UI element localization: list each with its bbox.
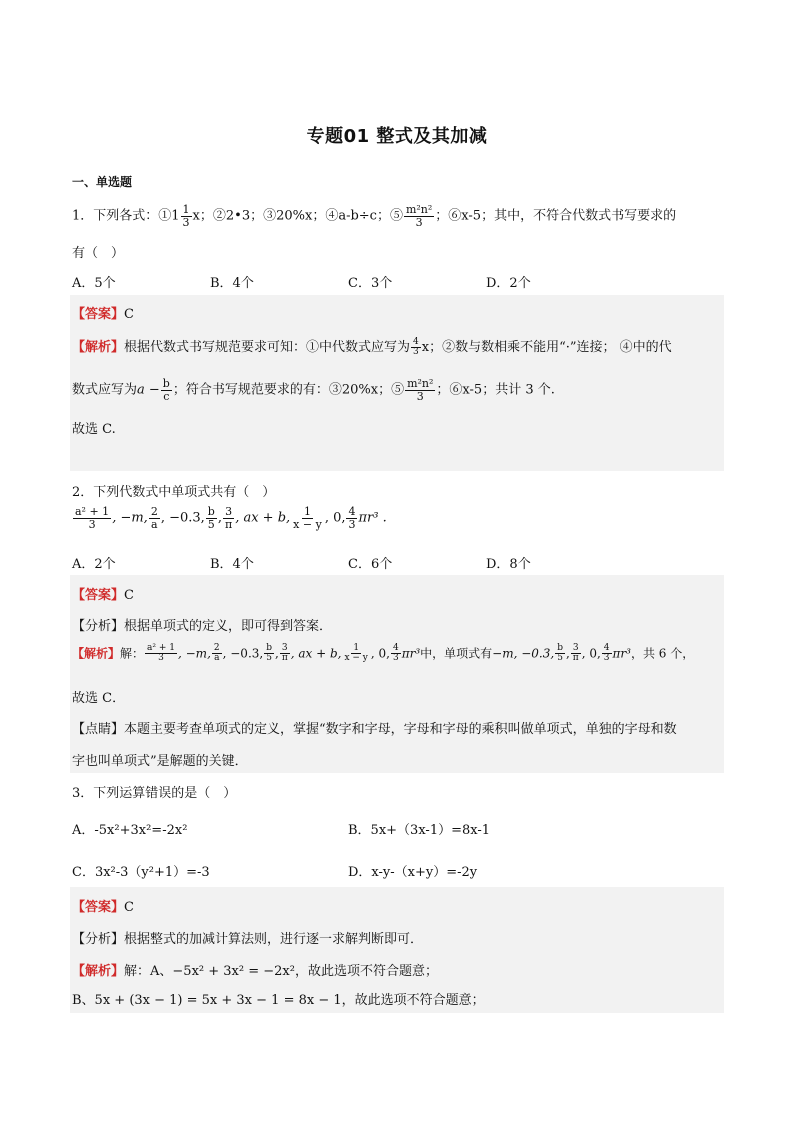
q2-expr-frac-1-den: 3	[88, 517, 96, 531]
q1-fraction-2-den: 3	[415, 215, 423, 229]
q2-expr-text-c: ,	[217, 510, 222, 526]
q2-an-frac-6-num: 4	[392, 643, 399, 653]
q2-fenxi-text: 根据单项式的定义，即可得到答案．	[124, 619, 333, 634]
q2-an-frac-4-den: π	[281, 653, 288, 664]
q2-dianjing-line1	[72, 718, 677, 737]
q3-option-d: D．x-y-（x+y）=-2y	[348, 865, 478, 880]
q2-an-list-c: , 0,	[581, 646, 601, 661]
q2-stem: 2．下列代数式中单项式共有（ ）	[72, 485, 276, 500]
analysis-tag: 【解析】	[72, 964, 125, 979]
q1-analysis-text-c: 数式应写为	[72, 382, 138, 398]
q2-option-d: D．8个	[486, 557, 531, 572]
q1-option-c: C．3个	[348, 276, 393, 291]
q2-solution-box	[70, 575, 724, 773]
q2-expr-frac-2-den: a	[151, 517, 158, 531]
q2-answer	[72, 584, 134, 603]
analysis-tag: 【解析】	[72, 340, 125, 355]
q1-fraction-1	[181, 204, 192, 228]
q3-option-c: C．3x²-3（y²+1）=-3	[72, 865, 210, 880]
q2-an-frac-2	[212, 644, 222, 664]
q2-an-frac-1-den: 3	[158, 653, 164, 664]
q2-dianjing-line2: 字也叫单项式”是解题的关键．	[72, 754, 248, 769]
q2-answer-value: C	[124, 588, 134, 603]
fenxi-tag: 【分析】	[72, 932, 125, 947]
q1-fraction-5	[405, 378, 435, 402]
q2-expr-frac-4-num: 3	[225, 505, 233, 518]
q1-fraction-3-num: 4	[413, 336, 419, 347]
q2-an-list-frac-2-num: 3	[572, 643, 579, 653]
q3-stem: 3．下列运算错误的是（ ）	[72, 786, 237, 801]
q2-analysis-line1	[72, 644, 694, 664]
q2-dianjing-text-a: 本题主要考查单项式的定义，掌握“数字和字母，字母和字母的乘积叫做单项式，单独的字母和数	[124, 722, 677, 737]
q2-an-list-b: ,	[565, 646, 570, 661]
analysis-tag: 【解析】	[72, 646, 121, 661]
q3-option-a: A．-5x²+3x²=-2x²	[72, 823, 188, 838]
q2-an-list-frac-2	[571, 644, 581, 664]
q1-answer	[72, 303, 134, 322]
q2-analysis-end: ，共 6 个，	[630, 646, 695, 661]
q2-an-text-e: , 0,	[370, 646, 390, 661]
q2-fenxi	[72, 615, 332, 634]
answer-tag: 【答案】	[72, 900, 125, 915]
q2-expr-frac-3	[206, 506, 217, 530]
q3-analysis-line2: B、5x + (3x − 1) = 5x + 3x − 1 = 8x − 1，故此选项不符合题意；	[72, 993, 485, 1008]
q3-answer-value: C	[124, 900, 134, 915]
q2-an-frac-1	[145, 644, 177, 664]
q2-expr-frac-5-num: 1	[303, 505, 311, 518]
q2-expr-frac-6-den: 3	[348, 517, 356, 531]
q1-fraction-3	[411, 338, 421, 358]
q2-an-list-frac-3-num: 4	[603, 643, 610, 653]
q2-an-frac-2-den: a	[214, 653, 220, 664]
q2-an-frac-5-num: 1	[353, 643, 360, 653]
q1-stem	[72, 204, 676, 228]
q2-an-list-d: πr³	[612, 646, 631, 661]
q2-an-frac-2-num: 2	[213, 643, 220, 653]
q2-expr-frac-4-den: π	[224, 517, 233, 531]
q2-an-frac-4-num: 3	[281, 643, 288, 653]
q1-fraction-3-den: 3	[413, 347, 419, 357]
q2-an-frac-3-num: b	[266, 643, 272, 653]
q2-expr-frac-1-num: a² + 1	[75, 505, 110, 518]
q2-expr-frac-5-den: x − y	[293, 517, 322, 531]
q2-an-frac-5	[342, 644, 369, 664]
q2-an-text-b: , −0.3,	[222, 646, 264, 661]
q2-an-frac-5-den: x − y	[344, 653, 368, 664]
q1-answer-value: C	[124, 307, 134, 322]
q3-fenxi-text: 根据整式的加减计算法则，进行逐一求解判断即可．	[124, 932, 424, 947]
q2-an-list-frac-3	[602, 644, 612, 664]
q1-fraction-2	[404, 204, 434, 228]
q2-option-c: C．6个	[348, 557, 393, 572]
q1-fraction-4	[161, 378, 172, 402]
q2-expr-text-f: πr³ .	[358, 510, 387, 526]
q2-expr-frac-2	[149, 506, 160, 530]
q2-expr-frac-6-num: 4	[348, 505, 356, 518]
q2-conclusion: 故选 C．	[72, 691, 126, 706]
q1-fraction-4-num: b	[162, 377, 170, 390]
q2-expr-text-d: , ax + b,	[235, 510, 291, 526]
q1-analysis-line2	[72, 378, 555, 402]
q2-expr-frac-5	[291, 506, 324, 530]
q1-stem-text-a: 1．下列各式：①1	[72, 208, 180, 224]
q2-an-list-frac-1	[555, 644, 565, 664]
q1-fraction-1-den: 3	[182, 215, 190, 229]
q2-an-list-frac-1-num: b	[557, 643, 563, 653]
q2-an-text-c: ,	[274, 646, 279, 661]
q1-analysis-expr: a −	[137, 382, 160, 398]
q3-fenxi	[72, 928, 423, 947]
q2-an-frac-6	[391, 644, 401, 664]
q2-expr-frac-2-num: 2	[150, 505, 158, 518]
q1-fraction-5-num: m²n²	[407, 377, 434, 390]
q1-analysis-line1	[72, 336, 672, 357]
q3-analysis-line1	[72, 960, 438, 979]
q1-stem-cont: 有（ ）	[72, 246, 125, 261]
q1-option-b: B．4个	[210, 276, 254, 291]
q2-analysis-mid: 中，单项式有	[420, 646, 493, 661]
q2-an-frac-4	[280, 644, 290, 664]
q2-an-frac-3-den: 5	[266, 653, 272, 664]
q3-option-b: B．5x+（3x-1）=8x-1	[348, 823, 491, 838]
q1-stem-text-c: ；⑥x-5；其中，不符合代数式书写要求的	[435, 208, 677, 224]
q2-an-frac-3	[264, 644, 274, 664]
q1-option-a: A．5个	[72, 276, 116, 291]
q1-fraction-2-num: m²n²	[405, 203, 433, 216]
q1-fraction-5-den: 3	[416, 389, 424, 403]
q1-analysis-text-d: ；符合书写规范要求的有：③20%x；⑤	[172, 382, 405, 398]
page-title: 专题01 整式及其加减	[306, 126, 488, 147]
answer-tag: 【答案】	[72, 588, 125, 603]
q1-analysis-text-e: ；⑥x-5；共计 3 个.	[436, 382, 555, 398]
q1-conclusion: 故选 C.	[72, 422, 116, 437]
q2-expr-frac-4	[223, 506, 234, 530]
q2-an-text-d: , ax + b,	[290, 646, 342, 661]
q2-an-frac-1-num: a² + 1	[147, 643, 175, 653]
q1-analysis-text-b: x；②数与数相乘不能用“·”连接； ④中的代	[421, 340, 672, 355]
q2-an-frac-6-den: 3	[392, 653, 399, 664]
q3-answer	[72, 896, 134, 915]
q1-fraction-4-den: c	[163, 389, 170, 403]
q2-an-list-frac-2-den: π	[572, 653, 579, 664]
q1-stem-text-b: x；②2•3；③20%x；④a-b÷c；⑤	[192, 208, 403, 224]
q1-analysis-text-a: 根据代数式书写规范要求可知：①中代数式应写为	[124, 340, 411, 355]
q2-expr-text-e: , 0,	[324, 510, 346, 526]
q2-an-text-a: , −m,	[178, 646, 211, 661]
q2-expr-frac-3-num: b	[207, 505, 215, 518]
q2-an-text-pi: πr³	[401, 646, 421, 661]
q1-fraction-1-num: 1	[182, 203, 190, 216]
q2-expr-text-b: , −0.3,	[160, 510, 205, 526]
dianjing-tag: 【点睛】	[72, 722, 125, 737]
fenxi-tag: 【分析】	[72, 619, 125, 634]
q2-an-list-a: −m, −0.3,	[492, 646, 555, 661]
q2-an-list-frac-3-den: 3	[603, 653, 610, 664]
q2-expr-frac-1	[73, 506, 111, 530]
q2-option-b: B．4个	[210, 557, 254, 572]
q2-an-list-frac-1-den: 5	[557, 653, 563, 664]
q2-expr-frac-6	[346, 506, 357, 530]
q2-expr-text-a: , −m,	[112, 510, 148, 526]
q2-option-a: A．2个	[72, 557, 116, 572]
q2-analysis-text-a: 解：	[120, 646, 145, 661]
answer-tag: 【答案】	[72, 307, 125, 322]
q2-expression-list	[72, 506, 387, 530]
q1-option-d: D．2个	[486, 276, 531, 291]
section-heading: 一、单选题	[72, 175, 133, 189]
q3-analysis-text-a: 解：A、−5x² + 3x² = −2x²，故此选项不符合题意；	[124, 964, 438, 979]
q2-expr-frac-3-den: 5	[207, 517, 215, 531]
